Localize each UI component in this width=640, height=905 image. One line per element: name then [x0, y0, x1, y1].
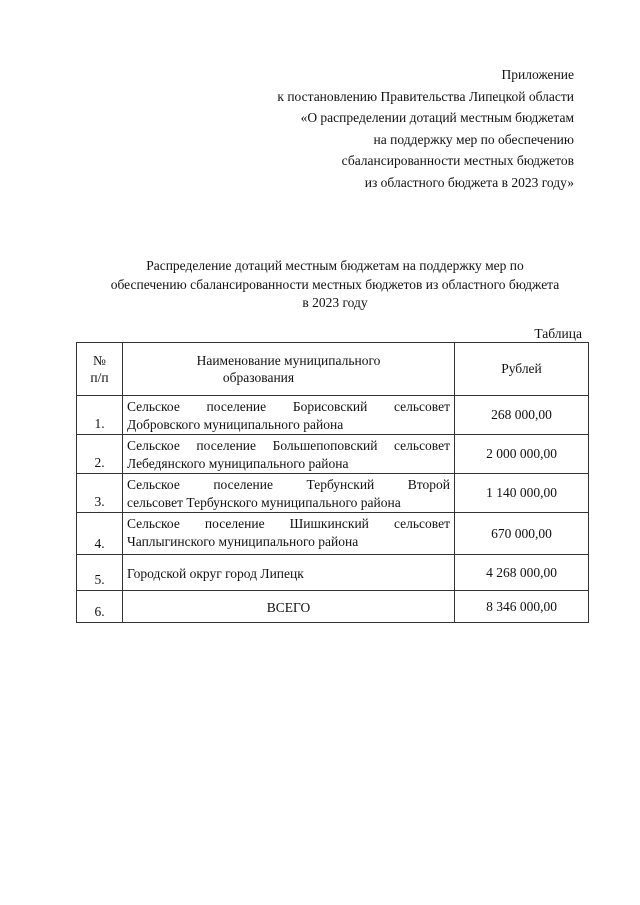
title-line: Распределение дотаций местным бюджетам на поддержку мер по: [146, 258, 524, 273]
row-amount: 268 000,00: [455, 396, 589, 435]
row-name-line: Лебедянского муниципального района: [127, 456, 349, 471]
row-name-line: сельсовет Тербунского муниципального района: [127, 495, 401, 510]
row-name-line: Добровского муниципального района: [127, 417, 344, 432]
appendix-header: [277, 64, 574, 193]
row-name-line: Сельское поселение Борисовский сельсовет: [127, 399, 450, 414]
row-num: 3.: [77, 474, 123, 513]
distribution-table: [76, 342, 589, 623]
appendix-line: «О распределении дотаций местным бюджетам: [300, 110, 574, 125]
row-name: [123, 513, 455, 555]
table-row: [77, 474, 589, 513]
row-name: [123, 435, 455, 474]
appendix-line: к постановлению Правительства Липецкой области: [277, 88, 574, 104]
row-name: [123, 396, 455, 435]
header-num: [77, 343, 123, 396]
row-amount: 2 000 000,00: [455, 435, 589, 474]
header-name: [123, 343, 455, 396]
row-num: 4.: [77, 513, 123, 555]
row-num: 6.: [77, 591, 123, 623]
row-num: 2.: [77, 435, 123, 474]
row-name: Городской округ город Липецк: [123, 555, 455, 591]
row-num: 1.: [77, 396, 123, 435]
appendix-line: Приложение: [501, 67, 574, 82]
row-name: [123, 474, 455, 513]
table-header-row: [77, 343, 589, 396]
row-name-line: Чаплыгинского муниципального района: [127, 534, 359, 549]
table-row-total: [77, 591, 589, 623]
row-amount-total: 8 346 000,00: [455, 591, 589, 623]
header-name-line: Наименование муниципального: [196, 353, 381, 368]
row-num: 5.: [77, 555, 123, 591]
appendix-line: сбалансированности местных бюджетов: [341, 153, 574, 168]
row-amount: 1 140 000,00: [455, 474, 589, 513]
row-name-line: Сельское поселение Большепоповский сельсовет: [127, 438, 450, 453]
row-amount: 670 000,00: [455, 513, 589, 555]
table-caption: Таблица: [534, 326, 582, 341]
row-name-total: ВСЕГО: [123, 591, 455, 623]
title-line: обеспечению сбалансированности местных бюджетов из областного бюджета: [110, 276, 560, 292]
title-line: в 2023 году: [302, 295, 368, 310]
appendix-line: на поддержку мер по обеспечению: [373, 131, 574, 147]
appendix-line: из областного бюджета в 2023 году»: [364, 174, 574, 190]
row-name-line: Сельское поселение Тербунский Второй: [127, 477, 450, 492]
header-num-symbol: №: [93, 353, 106, 368]
table-row: [77, 555, 589, 591]
row-name-line: Сельское поселение Шишкинский сельсовет: [127, 516, 450, 531]
row-amount: 4 268 000,00: [455, 555, 589, 591]
document-title: [78, 257, 592, 313]
table-row: [77, 513, 589, 555]
table-row: [77, 396, 589, 435]
header-amount: Рублей: [455, 343, 589, 396]
header-num-abbr: п/п: [90, 370, 109, 385]
header-name-line: образования: [222, 370, 295, 385]
table-row: [77, 435, 589, 474]
